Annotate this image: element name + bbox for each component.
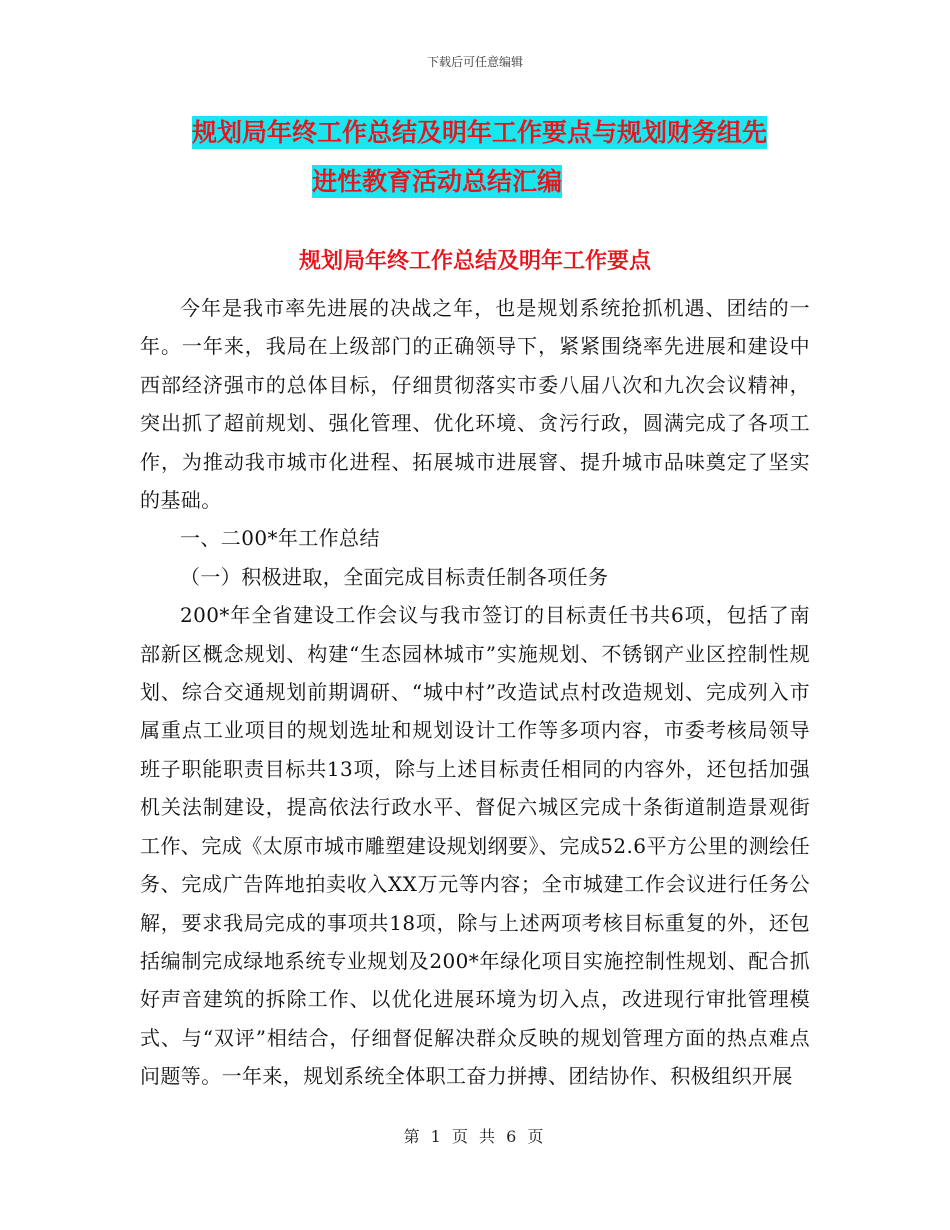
document-title-line-1: 规划局年终工作总结及明年工作要点与规划财务组先: [192, 118, 768, 147]
paragraph-intro: 今年是我市率先进展的决战之年，也是规划系统抢抓机遇、团结的一年。一年来，我局在上级部门的正确领导下，紧紧围绕率先进展和建设中西部经济强市的总体目标，仔细贯彻落实市委八届八次和九次会议精神，突出抓了超前规划、强化管理、优化环境、贪污行政，圆满完成了各项工作，为推动我市城市化进程、拓展城市进展窨、提升城市品味奠定了坚实的基础。: [140, 296, 810, 513]
heading-subsection-one: （一）积极进取，全面完成目标责任制各项任务: [180, 564, 609, 589]
page-header-note: 下载后可任意编辑: [426, 55, 523, 69]
document-title: [140, 108, 850, 206]
heading-part-one: 一、二00*年工作总结: [180, 526, 380, 551]
page-number-footer: 第 1 页 共 6 页: [403, 1127, 547, 1146]
document-title-line-2: 进性教育活动总结汇编: [312, 167, 563, 196]
paragraph-targets: 200*年全省建设工作会议与我市签订的目标责任书共6项，包括了南部新区概念规划、构建“生态园林城市”实施规划、不锈钢产业区控制性规划、综合交通规划前期调研、“城中村”改造试点村改造规划、完成列入市属重点工业项目的规划选址和规划设计工作等多项内容，市委考核局领导班子职能职责目标共13项，除与上述目标责任相同的内容外，还包括加强机关法制建设，提高依法行政水平、督促六城区完成十条街道制造景观街工作、完成《太原市城市雕塑建设规划纲要》、完成52.6平方公里的测绘任务、完成广告阵地拍卖收入XX万元等内容；全市城建工作会议进行任务公解，要求我局完成的事项共18项，除与上述两项考核目标重复的外，还包括编制完成绿地系统专业规划及200*年绿化项目实施控制性规划、配合抓好声音建筑的拆除工作、以优化进展环境为切入点，改进现行审批管理模式、与“双评”相结合，仔细督促解决群众反映的规划管理方面的热点难点问题等。一年来，规划系统全体职工奋力拼搏、团结协作、积极组织开展: [140, 603, 810, 1089]
section-title: 规划局年终工作总结及明年工作要点: [298, 249, 651, 274]
document-body: [140, 289, 810, 1096]
